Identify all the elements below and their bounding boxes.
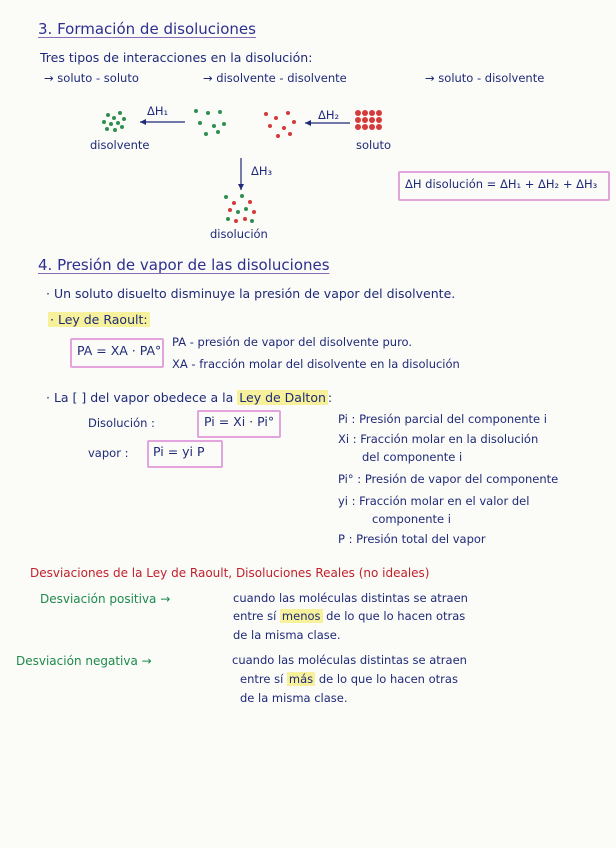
desviaciones-title: Desviaciones de la Ley de Raoult, Disoluciones Reales (no ideales) [30, 566, 430, 580]
vapor-lbl: vapor : [88, 446, 129, 460]
section4-title: 4. Presión de vapor de las disoluciones [38, 256, 330, 274]
raoult-formula: PA = XA · PA° [77, 343, 162, 358]
pos-line3: de la misma clase. [233, 628, 341, 642]
type-disolvente-disolvente: → disolvente - disolvente [203, 71, 347, 85]
raoult-highlight: · Ley de Raoult: [50, 312, 148, 327]
neg-highlight: más [288, 672, 314, 686]
pos-highlight: menos [281, 609, 321, 623]
def-xi-cont: del componente i [362, 450, 463, 464]
dh3-label: ΔH₃ [251, 164, 273, 178]
disolucion-label: disolución [210, 227, 268, 241]
bullet-soluto: · Un soluto disuelto disminuye la presión de vapor del disolvente. [46, 286, 456, 301]
neg-line3: de la misma clase. [240, 691, 348, 705]
def-yi-cont: componente i [372, 512, 451, 526]
section3-title: 3. Formación de disoluciones [38, 20, 256, 38]
neg-line2-post: de lo que lo hacen otras [318, 672, 458, 686]
soluto-particles [355, 110, 382, 130]
bullet-dalton-pre: · La [ ] del vapor obedece a la [46, 390, 234, 405]
disolucion-particles [224, 194, 256, 223]
raoult-def2: XA - fracción molar del disolvente en la disolución [172, 357, 460, 371]
raoult-label [48, 314, 150, 327]
def-pi: Pi : Presión parcial del componente i [338, 412, 547, 426]
enthalpy-formula: ΔH disolución = ΔH₁ + ΔH₂ + ΔH₃ [405, 177, 598, 191]
disolvente-label: disolvente [90, 138, 150, 152]
neg-line2 [240, 674, 458, 686]
dh1-label: ΔH₁ [147, 104, 169, 118]
raoult-def1: PA - presión de vapor del disolvente puro. [172, 335, 413, 349]
disolvente-particles [102, 111, 126, 132]
separated-solute [264, 111, 296, 138]
vapor-formula: Pi = yi P [153, 444, 205, 459]
pos-line1: cuando las moléculas distintas se atraen [233, 591, 468, 605]
type-soluto-disolvente: → soluto - disolvente [425, 71, 545, 85]
def-xi: Xi : Fracción molar en la disolución [338, 432, 539, 446]
neg-line2-pre: entre sí [240, 672, 284, 686]
pos-line2 [233, 611, 465, 623]
separated-solvent [194, 109, 226, 136]
disolucion-lbl: Disolución : [88, 416, 155, 430]
def-pio: Pi° : Presión de vapor del componente [338, 472, 559, 486]
type-soluto-soluto: → soluto - soluto [44, 71, 139, 85]
bullet-dalton-post: : [327, 390, 333, 405]
def-yi: yi : Fracción molar en el valor del [338, 494, 530, 508]
desviacion-positiva-label: Desviación positiva → [40, 592, 171, 606]
section3-intro: Tres tipos de interacciones en la disolución: [40, 50, 313, 65]
pos-line2-post: de lo que lo hacen otras [326, 609, 466, 623]
bullet-dalton [46, 392, 332, 405]
soluto-label: soluto [356, 138, 392, 152]
neg-line1: cuando las moléculas distintas se atraen [232, 653, 467, 667]
dh2-label: ΔH₂ [318, 108, 340, 122]
desviacion-negativa-label: Desviación negativa → [16, 654, 152, 668]
dalton-highlight: Ley de Dalton [239, 390, 326, 405]
pos-line2-pre: entre sí [233, 609, 277, 623]
disolucion-formula: Pi = Xi · Pi° [204, 414, 275, 429]
def-p: P : Presión total del vapor [338, 532, 486, 546]
